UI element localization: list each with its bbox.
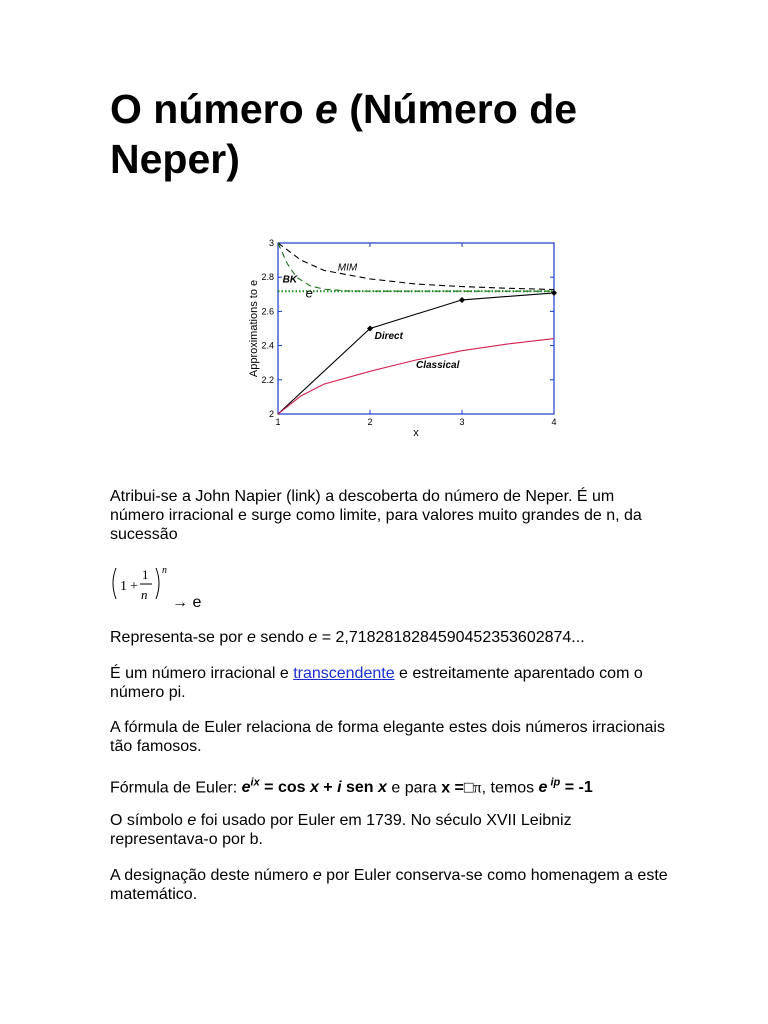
x-tick-label: 2: [367, 417, 373, 427]
left-paren: [113, 568, 116, 599]
euler-x2: x: [378, 779, 387, 797]
euler-intro-paragraph: A fórmula de Euler relaciona de forma elegante estes dois números irracionais tão famosos.: [110, 719, 665, 755]
x-tick-label: 4: [551, 417, 557, 427]
euler-temos: , temos: [481, 779, 539, 797]
label-direct: Direct: [374, 330, 403, 342]
approximations-chart: [228, 232, 557, 442]
x-axis-label: x: [413, 427, 419, 439]
euler-lead: Fórmula de Euler:: [110, 779, 242, 797]
trans-text-1: É um número irracional e: [110, 665, 294, 682]
formula-numerator: 1: [142, 567, 149, 582]
y-tick-label: 2.2: [261, 374, 274, 385]
designation-paragraph: [110, 866, 670, 904]
euler-x1: x: [309, 779, 319, 797]
rep-value: = 2,7182818284590452353602874...: [317, 629, 585, 646]
symbol-text-2: foi usado por Euler em 1739. No século XVII Leibniz representava-o por b.: [110, 812, 572, 848]
euler-x3: x =: [441, 779, 464, 797]
intro-paragraph: Atribui-se a John Napier (link) a descoberta do número de Neper. É um número irracional e surge como limite, para valores muito grandes de n, da sucessão: [110, 488, 642, 543]
y-tick-label: 2: [268, 409, 274, 419]
formula-exponent: n: [162, 565, 167, 576]
x-tick-label: 1: [275, 417, 281, 427]
title-text: O número: [110, 86, 316, 132]
rep-text-2: sendo: [255, 629, 309, 646]
euler-e: e: [241, 779, 251, 797]
y-axis-label: Approximations to e: [248, 279, 260, 378]
designation-text-2: por Euler conserva-se como homenagem a este matemático.: [110, 867, 668, 903]
formula-denominator: n: [141, 587, 148, 602]
title-italic-e: e: [315, 86, 338, 132]
series-line-bk: [278, 243, 554, 291]
limit-formula: [110, 562, 310, 612]
plot-frame: [278, 243, 554, 414]
euler-plus: +: [318, 779, 338, 797]
euler-formula-paragraph: [110, 774, 670, 797]
euler-result: [539, 779, 593, 796]
transcendent-paragraph: [110, 664, 670, 702]
euler-ix: ix: [250, 777, 260, 789]
symbol-e: e: [187, 812, 197, 829]
title-text-rest: (Número de Neper): [110, 86, 578, 182]
rep-e-1: e: [246, 629, 256, 646]
euler-box: □: [463, 779, 474, 797]
label-mim: MIM: [337, 262, 358, 274]
y-tick-label: 3: [268, 238, 274, 248]
euler-pi: π: [473, 779, 482, 797]
data-point-direct: [459, 297, 465, 303]
series-line-mim: [278, 243, 554, 290]
rep-text-1: Representa-se por: [110, 629, 247, 646]
x-tick-label: 3: [459, 417, 465, 427]
series-line-classical: [278, 339, 554, 414]
representation-paragraph: [110, 628, 670, 647]
series-line-direct: [278, 293, 554, 414]
designation-e: e: [312, 867, 322, 884]
euler-mid: e para: [386, 779, 442, 797]
euler-res: = -1: [560, 779, 593, 797]
symbol-paragraph: [110, 811, 670, 849]
formula-svg: [110, 562, 310, 612]
euler-sen: sen: [341, 779, 379, 797]
formula-arrow: → e: [172, 594, 202, 611]
euler-cos: = cos: [259, 779, 310, 797]
right-paren: [156, 568, 159, 599]
y-tick-label: 2.4: [261, 340, 274, 351]
euler-e2: e: [538, 779, 548, 797]
transcendente-link[interactable]: transcendente: [293, 665, 395, 682]
euler-formula: [242, 779, 387, 796]
formula-one: 1: [120, 579, 127, 594]
rep-e-2: e: [308, 629, 318, 646]
symbol-text-1: O símbolo: [110, 812, 188, 829]
euler-i: i: [337, 779, 342, 797]
label-classical: Classical: [416, 359, 460, 371]
euler-ip: ip: [547, 777, 561, 789]
designation-text-1: A designação deste número: [110, 867, 313, 884]
y-tick-label: 2.6: [261, 306, 274, 317]
formula-plus: +: [130, 579, 138, 594]
label-e: e: [305, 285, 313, 301]
y-tick-label: 2.8: [261, 272, 274, 283]
label-bk: BK: [282, 274, 298, 286]
chart-svg: [228, 232, 557, 442]
page-title: [110, 84, 670, 184]
trans-text-2: e estreitamente aparentado com o número pi.: [110, 665, 643, 701]
